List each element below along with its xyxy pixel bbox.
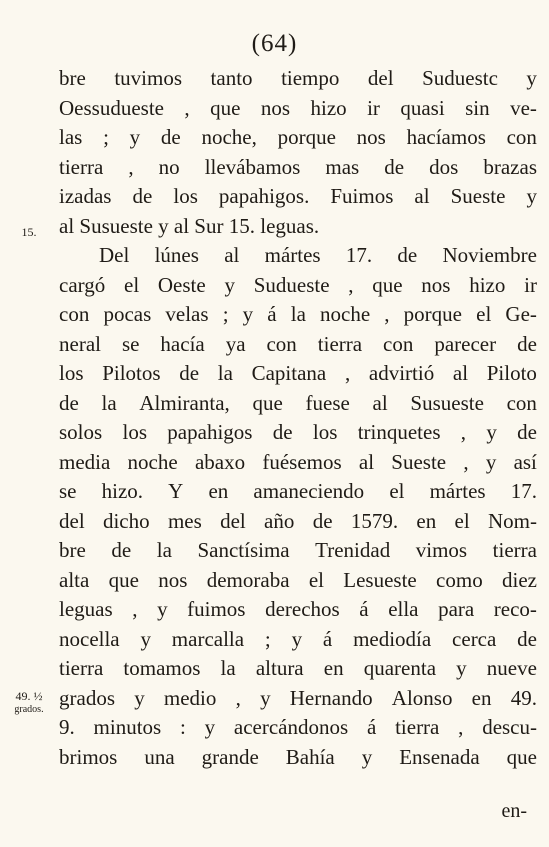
word: , bbox=[384, 302, 390, 326]
word: noche bbox=[127, 449, 178, 474]
word: noche bbox=[320, 302, 371, 326]
word: de bbox=[312, 508, 333, 533]
word: tiempo bbox=[281, 66, 340, 90]
page-number: (64) bbox=[251, 30, 298, 57]
text-line bbox=[59, 389, 537, 419]
word: y bbox=[140, 626, 151, 651]
word: así bbox=[513, 449, 537, 474]
word: al bbox=[372, 390, 388, 415]
word: Piloto bbox=[486, 361, 537, 385]
word: leguas bbox=[59, 597, 113, 621]
word: Alonso bbox=[391, 685, 453, 710]
word: los bbox=[122, 420, 147, 444]
word: de bbox=[160, 125, 181, 149]
word: con bbox=[266, 331, 297, 356]
word: izadas bbox=[59, 184, 112, 208]
word: Almiranta, bbox=[139, 390, 230, 415]
text-line bbox=[59, 595, 537, 625]
word: quasi bbox=[400, 95, 445, 120]
word: el bbox=[389, 479, 405, 503]
word: Y bbox=[168, 479, 184, 503]
word: dos bbox=[429, 154, 459, 179]
word: Ensenada bbox=[399, 744, 480, 769]
word: y bbox=[526, 66, 537, 90]
text-line: al Susueste y al Sur 15. leguas. bbox=[59, 213, 320, 238]
word: vimos bbox=[415, 538, 468, 562]
text-line bbox=[59, 271, 537, 301]
word: mas bbox=[325, 154, 360, 179]
word: Fuimos bbox=[330, 184, 394, 208]
text-line bbox=[59, 743, 537, 773]
word: , bbox=[348, 272, 354, 297]
word: de bbox=[132, 184, 153, 208]
word: quarenta bbox=[363, 656, 437, 680]
word: Sueste bbox=[450, 184, 506, 208]
word: la bbox=[220, 656, 236, 680]
word: con bbox=[59, 302, 90, 326]
word: , bbox=[460, 420, 467, 444]
word: que bbox=[372, 272, 403, 297]
text-line bbox=[59, 418, 537, 448]
word: del bbox=[59, 508, 85, 533]
word: de bbox=[272, 420, 293, 444]
body-text bbox=[59, 64, 537, 772]
word: y bbox=[134, 685, 145, 710]
word: papahigos. bbox=[218, 184, 310, 208]
word: ve- bbox=[510, 95, 537, 120]
word: bre bbox=[59, 538, 86, 562]
word: parecer bbox=[434, 331, 497, 356]
word: minutos bbox=[93, 715, 162, 739]
word: en bbox=[471, 685, 492, 710]
word: del bbox=[367, 66, 394, 90]
word: amaneciendo bbox=[253, 479, 365, 503]
word: neral bbox=[59, 331, 101, 356]
word: Lesueste bbox=[343, 567, 417, 592]
word: los bbox=[312, 420, 338, 444]
word: y bbox=[129, 125, 141, 149]
word: altura bbox=[255, 656, 304, 680]
word: Ge- bbox=[505, 302, 537, 326]
word: bre bbox=[59, 66, 86, 90]
word: que bbox=[506, 744, 537, 769]
word: hacía bbox=[160, 331, 205, 356]
word: nos bbox=[356, 125, 386, 149]
text-line bbox=[59, 713, 537, 743]
word: brazas bbox=[483, 154, 537, 179]
word: una bbox=[144, 744, 175, 769]
word: velas bbox=[165, 302, 209, 326]
word: las bbox=[59, 125, 83, 149]
word: : bbox=[180, 715, 186, 739]
word: , bbox=[344, 361, 351, 385]
word: que bbox=[210, 95, 241, 120]
word: tuvimos bbox=[114, 66, 183, 90]
word: hizo. bbox=[101, 479, 144, 503]
word: hizo bbox=[310, 95, 347, 120]
word: á bbox=[267, 302, 277, 326]
word: reco- bbox=[493, 597, 537, 621]
word: con bbox=[506, 390, 537, 415]
word: fuésemos bbox=[262, 449, 342, 474]
text-line bbox=[59, 625, 537, 655]
word: en bbox=[323, 656, 344, 680]
word: lúnes bbox=[154, 243, 199, 267]
word: tanto bbox=[210, 66, 253, 90]
word: fuimos bbox=[187, 597, 246, 621]
word: Sanctísima bbox=[197, 538, 290, 562]
word: tierra bbox=[492, 538, 537, 562]
word: con bbox=[506, 125, 537, 149]
word: , bbox=[463, 449, 469, 474]
word: medio bbox=[163, 685, 217, 710]
word: á bbox=[359, 597, 369, 621]
word: no bbox=[158, 154, 180, 179]
word: Suduestc bbox=[422, 66, 498, 90]
word: acercándonos bbox=[233, 715, 349, 739]
word: que bbox=[108, 567, 139, 592]
word: alta bbox=[59, 567, 90, 592]
word: cerca bbox=[452, 626, 497, 651]
word: Sueste bbox=[391, 449, 447, 474]
word: se bbox=[121, 331, 140, 356]
word: al bbox=[224, 243, 240, 267]
word: nueve bbox=[486, 656, 537, 680]
word: á bbox=[366, 715, 377, 739]
word: Trenidad bbox=[315, 538, 391, 562]
word: advirtió bbox=[368, 361, 435, 385]
word: noche, bbox=[201, 125, 257, 149]
word: ir bbox=[367, 95, 380, 120]
word: diez bbox=[502, 567, 537, 592]
word: hizo bbox=[469, 272, 506, 297]
word: marcalla bbox=[171, 626, 245, 651]
word: solos bbox=[59, 420, 103, 444]
word: y bbox=[486, 420, 497, 444]
text-line bbox=[59, 448, 537, 478]
word: 9. bbox=[59, 715, 75, 739]
word: al bbox=[358, 449, 375, 474]
word: y bbox=[361, 744, 373, 769]
word: Capitana bbox=[251, 361, 327, 385]
word: , bbox=[235, 685, 241, 710]
word: la bbox=[101, 390, 117, 415]
word: porque bbox=[277, 125, 336, 149]
word: derechos bbox=[265, 597, 340, 621]
word: el bbox=[454, 508, 470, 533]
word: fuese bbox=[305, 390, 350, 415]
word: de bbox=[59, 390, 79, 415]
text-line bbox=[59, 507, 537, 537]
word: y bbox=[291, 626, 303, 651]
margin-note-latitude-unit: grados. bbox=[14, 704, 44, 715]
word: mes bbox=[167, 508, 202, 533]
catchword: en- bbox=[501, 800, 527, 822]
word: mártes bbox=[429, 479, 486, 503]
word: , bbox=[458, 715, 464, 739]
word: en bbox=[416, 508, 437, 533]
word: á bbox=[322, 626, 333, 651]
word: tierra bbox=[59, 656, 104, 680]
word: dicho bbox=[102, 508, 150, 533]
word: la bbox=[156, 538, 172, 562]
word: tierra bbox=[317, 331, 363, 356]
word: tomamos bbox=[123, 656, 201, 680]
text-line bbox=[59, 300, 537, 330]
text-line bbox=[59, 566, 537, 596]
word: 17. bbox=[510, 479, 537, 503]
text-line bbox=[59, 182, 537, 212]
margin-note-latitude-number: 49. ½ bbox=[15, 689, 43, 703]
word: ; bbox=[222, 302, 229, 326]
word: Pilotos bbox=[102, 361, 161, 385]
text-line bbox=[59, 64, 537, 94]
word: al bbox=[452, 361, 469, 385]
word: grados bbox=[59, 685, 115, 710]
text-line bbox=[59, 536, 537, 566]
word: como bbox=[436, 567, 483, 592]
word: Noviembre bbox=[442, 243, 537, 267]
text-line bbox=[59, 684, 537, 714]
text-line bbox=[59, 330, 537, 360]
word: grande bbox=[201, 744, 259, 769]
word: , bbox=[128, 154, 134, 179]
word: los bbox=[59, 361, 84, 385]
word: 49. bbox=[510, 685, 537, 710]
word: Bahía bbox=[285, 744, 335, 769]
word: de bbox=[517, 420, 537, 444]
text-line bbox=[59, 477, 537, 507]
word: cargó bbox=[59, 272, 106, 297]
word: el bbox=[308, 567, 324, 592]
word: , bbox=[184, 95, 190, 120]
word: porque bbox=[403, 302, 462, 326]
word: Oessudueste bbox=[59, 95, 164, 120]
word: demoraba bbox=[206, 567, 290, 592]
word: los bbox=[173, 184, 198, 208]
word: ella bbox=[388, 597, 419, 621]
word: de bbox=[517, 331, 537, 356]
text-line bbox=[59, 153, 537, 183]
word: papahigos bbox=[167, 420, 253, 444]
word: la bbox=[290, 302, 306, 326]
word: en bbox=[208, 479, 229, 503]
word: , bbox=[132, 597, 138, 621]
word: mediodía bbox=[353, 626, 432, 651]
word: hacíamos bbox=[406, 125, 486, 149]
word: el bbox=[476, 302, 492, 326]
text-line bbox=[59, 241, 537, 271]
text-line bbox=[59, 94, 537, 124]
word: nos bbox=[260, 95, 291, 120]
text-line bbox=[59, 359, 537, 389]
word: trinquetes bbox=[357, 420, 441, 444]
word: ; bbox=[103, 125, 109, 149]
word: que bbox=[252, 390, 283, 415]
word: 1579. bbox=[350, 508, 399, 533]
word: el bbox=[124, 272, 140, 297]
word: abaxo bbox=[194, 449, 246, 474]
word: ir bbox=[524, 272, 537, 297]
word: del bbox=[220, 508, 246, 533]
word: la bbox=[217, 361, 233, 385]
word: al bbox=[414, 184, 430, 208]
word: y bbox=[204, 715, 216, 739]
word: ya bbox=[225, 331, 246, 356]
word: y bbox=[260, 685, 271, 710]
word: Nom- bbox=[488, 508, 537, 533]
word: y bbox=[224, 272, 235, 297]
word: y bbox=[526, 184, 537, 208]
word: de bbox=[384, 154, 405, 179]
word: ; bbox=[264, 626, 271, 651]
word: nos bbox=[421, 272, 451, 297]
word: para bbox=[438, 597, 475, 621]
word: y bbox=[157, 597, 168, 621]
word: tierra bbox=[59, 154, 104, 179]
word: se bbox=[59, 479, 77, 503]
word: de bbox=[517, 626, 537, 651]
word: descu- bbox=[482, 715, 537, 739]
word: Del bbox=[99, 243, 130, 267]
word: año bbox=[264, 508, 295, 533]
margin-note-leagues: 15. bbox=[21, 225, 37, 239]
word: 17. bbox=[345, 243, 373, 267]
word: media bbox=[59, 449, 111, 474]
text-line bbox=[59, 123, 537, 153]
word: Sudueste bbox=[253, 272, 330, 297]
word: sin bbox=[465, 95, 490, 120]
word: mártes bbox=[264, 243, 321, 267]
word: y bbox=[242, 302, 254, 326]
word: llevábamos bbox=[204, 154, 301, 179]
word: con bbox=[383, 331, 414, 356]
word: pocas bbox=[103, 302, 152, 326]
word: de bbox=[179, 361, 200, 385]
word: nos bbox=[158, 567, 188, 592]
word: y bbox=[456, 656, 467, 680]
word: Susueste bbox=[410, 390, 484, 415]
word: brimos bbox=[59, 744, 118, 769]
word: de bbox=[397, 243, 418, 267]
word: nocella bbox=[59, 626, 120, 651]
word: Hernando bbox=[289, 685, 373, 710]
margin-note-latitude bbox=[6, 690, 52, 716]
word: y bbox=[485, 449, 497, 474]
word: Oeste bbox=[157, 272, 206, 297]
word: de bbox=[111, 538, 132, 562]
word: tierra bbox=[395, 715, 440, 739]
text-line bbox=[59, 654, 537, 684]
